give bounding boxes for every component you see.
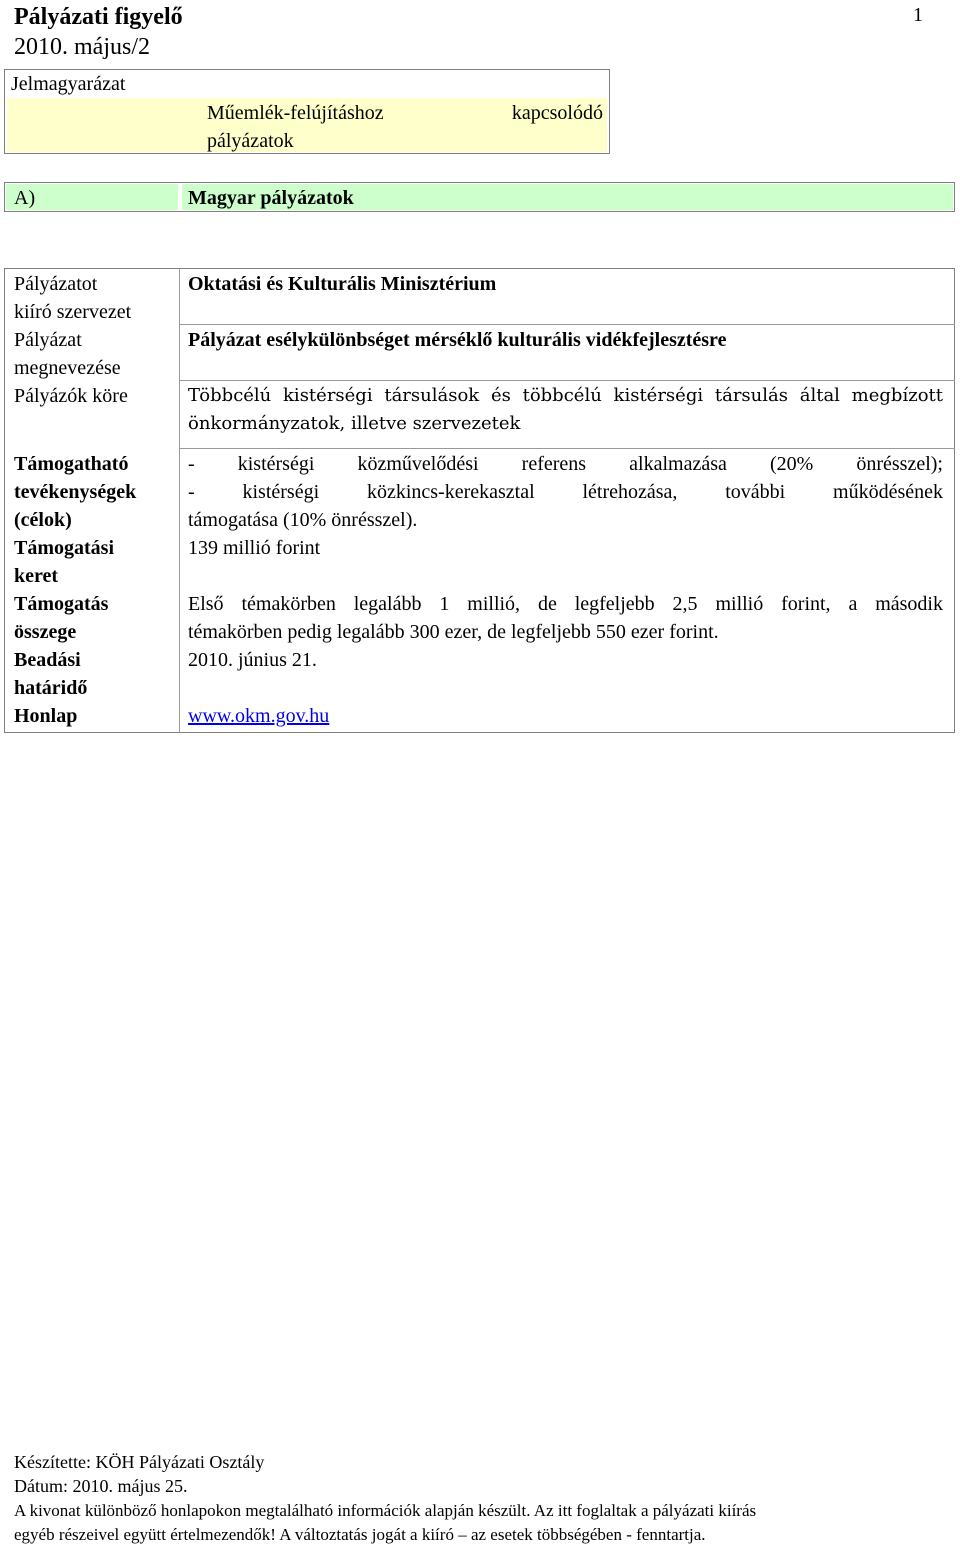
footer-author: Készítette: KÖH Pályázati Osztály (14, 1452, 265, 1472)
label-tevekenysegek-3: (célok) (14, 509, 72, 531)
label-tamogatas-osszege-2: összege (14, 621, 77, 643)
label-megnevezes-2: megnevezése (14, 357, 121, 379)
page-number: 1 (913, 4, 923, 26)
label-honlap: Honlap (14, 705, 78, 727)
row-divider (179, 324, 955, 325)
footer-date: Dátum: 2010. május 25. (14, 1476, 188, 1496)
section-letter: A) (14, 187, 36, 209)
row-divider (179, 380, 955, 381)
label-palyazok-kore: Pályázók köre (14, 385, 128, 407)
value-tevekenysegek-2: - kistérségi közkincs-kerekasztal létrehozása, további működésének (188, 481, 943, 503)
value-tevekenysegek-1: - kistérségi közművelődési referens alkalmazása (20% önrésszel); (188, 453, 943, 475)
table-column-divider (179, 268, 180, 733)
document-subtitle: 2010. május/2 (14, 34, 150, 60)
value-tamogatas-osszege-2: témakörben pedig legalább 300 ezer, de legfeljebb 550 ezer forint. (188, 621, 719, 643)
value-kiiro-szervezet: Oktatási és Kulturális Minisztérium (188, 273, 497, 295)
value-megnevezes: Pályázat esélykülönbséget mérséklő kulturális vidékfejlesztésre (188, 329, 727, 351)
label-megnevezes-1: Pályázat (14, 329, 82, 351)
value-palyazok-kore-1: Többcélú kistérségi társulások és többcélú kistérségi társulás által megbízott (188, 385, 943, 406)
row-divider (179, 448, 955, 449)
footer-note-line2: egyéb részeivel együtt értelmezendők! A változtatás jogát a kiíró – az esetek többségében - fenntartja. (14, 1525, 706, 1544)
value-honlap (188, 702, 329, 730)
footer-note-line1: A kivonat különböző honlapokon megtalálható információk alapján készült. Az itt foglaltak a pályázati kiírás (14, 1501, 757, 1520)
label-beadasi-hatarido-2: határidő (14, 677, 88, 699)
label-tevekenysegek-2: tevékenységek (14, 481, 137, 503)
value-tamogatas-osszege-1: Első témakörben legalább 1 millió, de legfeljebb 2,5 millió forint, a második (188, 593, 943, 615)
label-kiiro-szervezet-1: Pályázatot (14, 273, 98, 295)
value-beadasi-hatarido: 2010. június 21. (188, 649, 317, 671)
label-tamogatasi-keret-2: keret (14, 565, 59, 587)
label-tevekenysegek-1: Támogatható (14, 453, 129, 475)
value-tamogatasi-keret: 139 millió forint (188, 537, 321, 559)
label-tamogatasi-keret-1: Támogatási (14, 537, 114, 559)
label-tamogatas-osszege-1: Támogatás (14, 593, 109, 615)
value-palyazok-kore-2: önkormányzatok, illetve szervezetek (188, 413, 521, 434)
label-beadasi-hatarido-1: Beadási (14, 649, 81, 671)
legend-title: Jelmagyarázat (11, 73, 126, 95)
section-title: Magyar pályázatok (188, 187, 354, 209)
legend-text-line1: Műemlék-felújításhoz kapcsolódó (207, 102, 603, 124)
website-link[interactable]: www.okm.gov.hu (188, 705, 330, 727)
document-title: Pályázati figyelő (14, 4, 183, 30)
value-tevekenysegek-3: támogatása (10% önrésszel). (188, 509, 418, 531)
legend-text-line2: pályázatok (207, 130, 294, 152)
label-kiiro-szervezet-2: kiíró szervezet (14, 301, 132, 323)
